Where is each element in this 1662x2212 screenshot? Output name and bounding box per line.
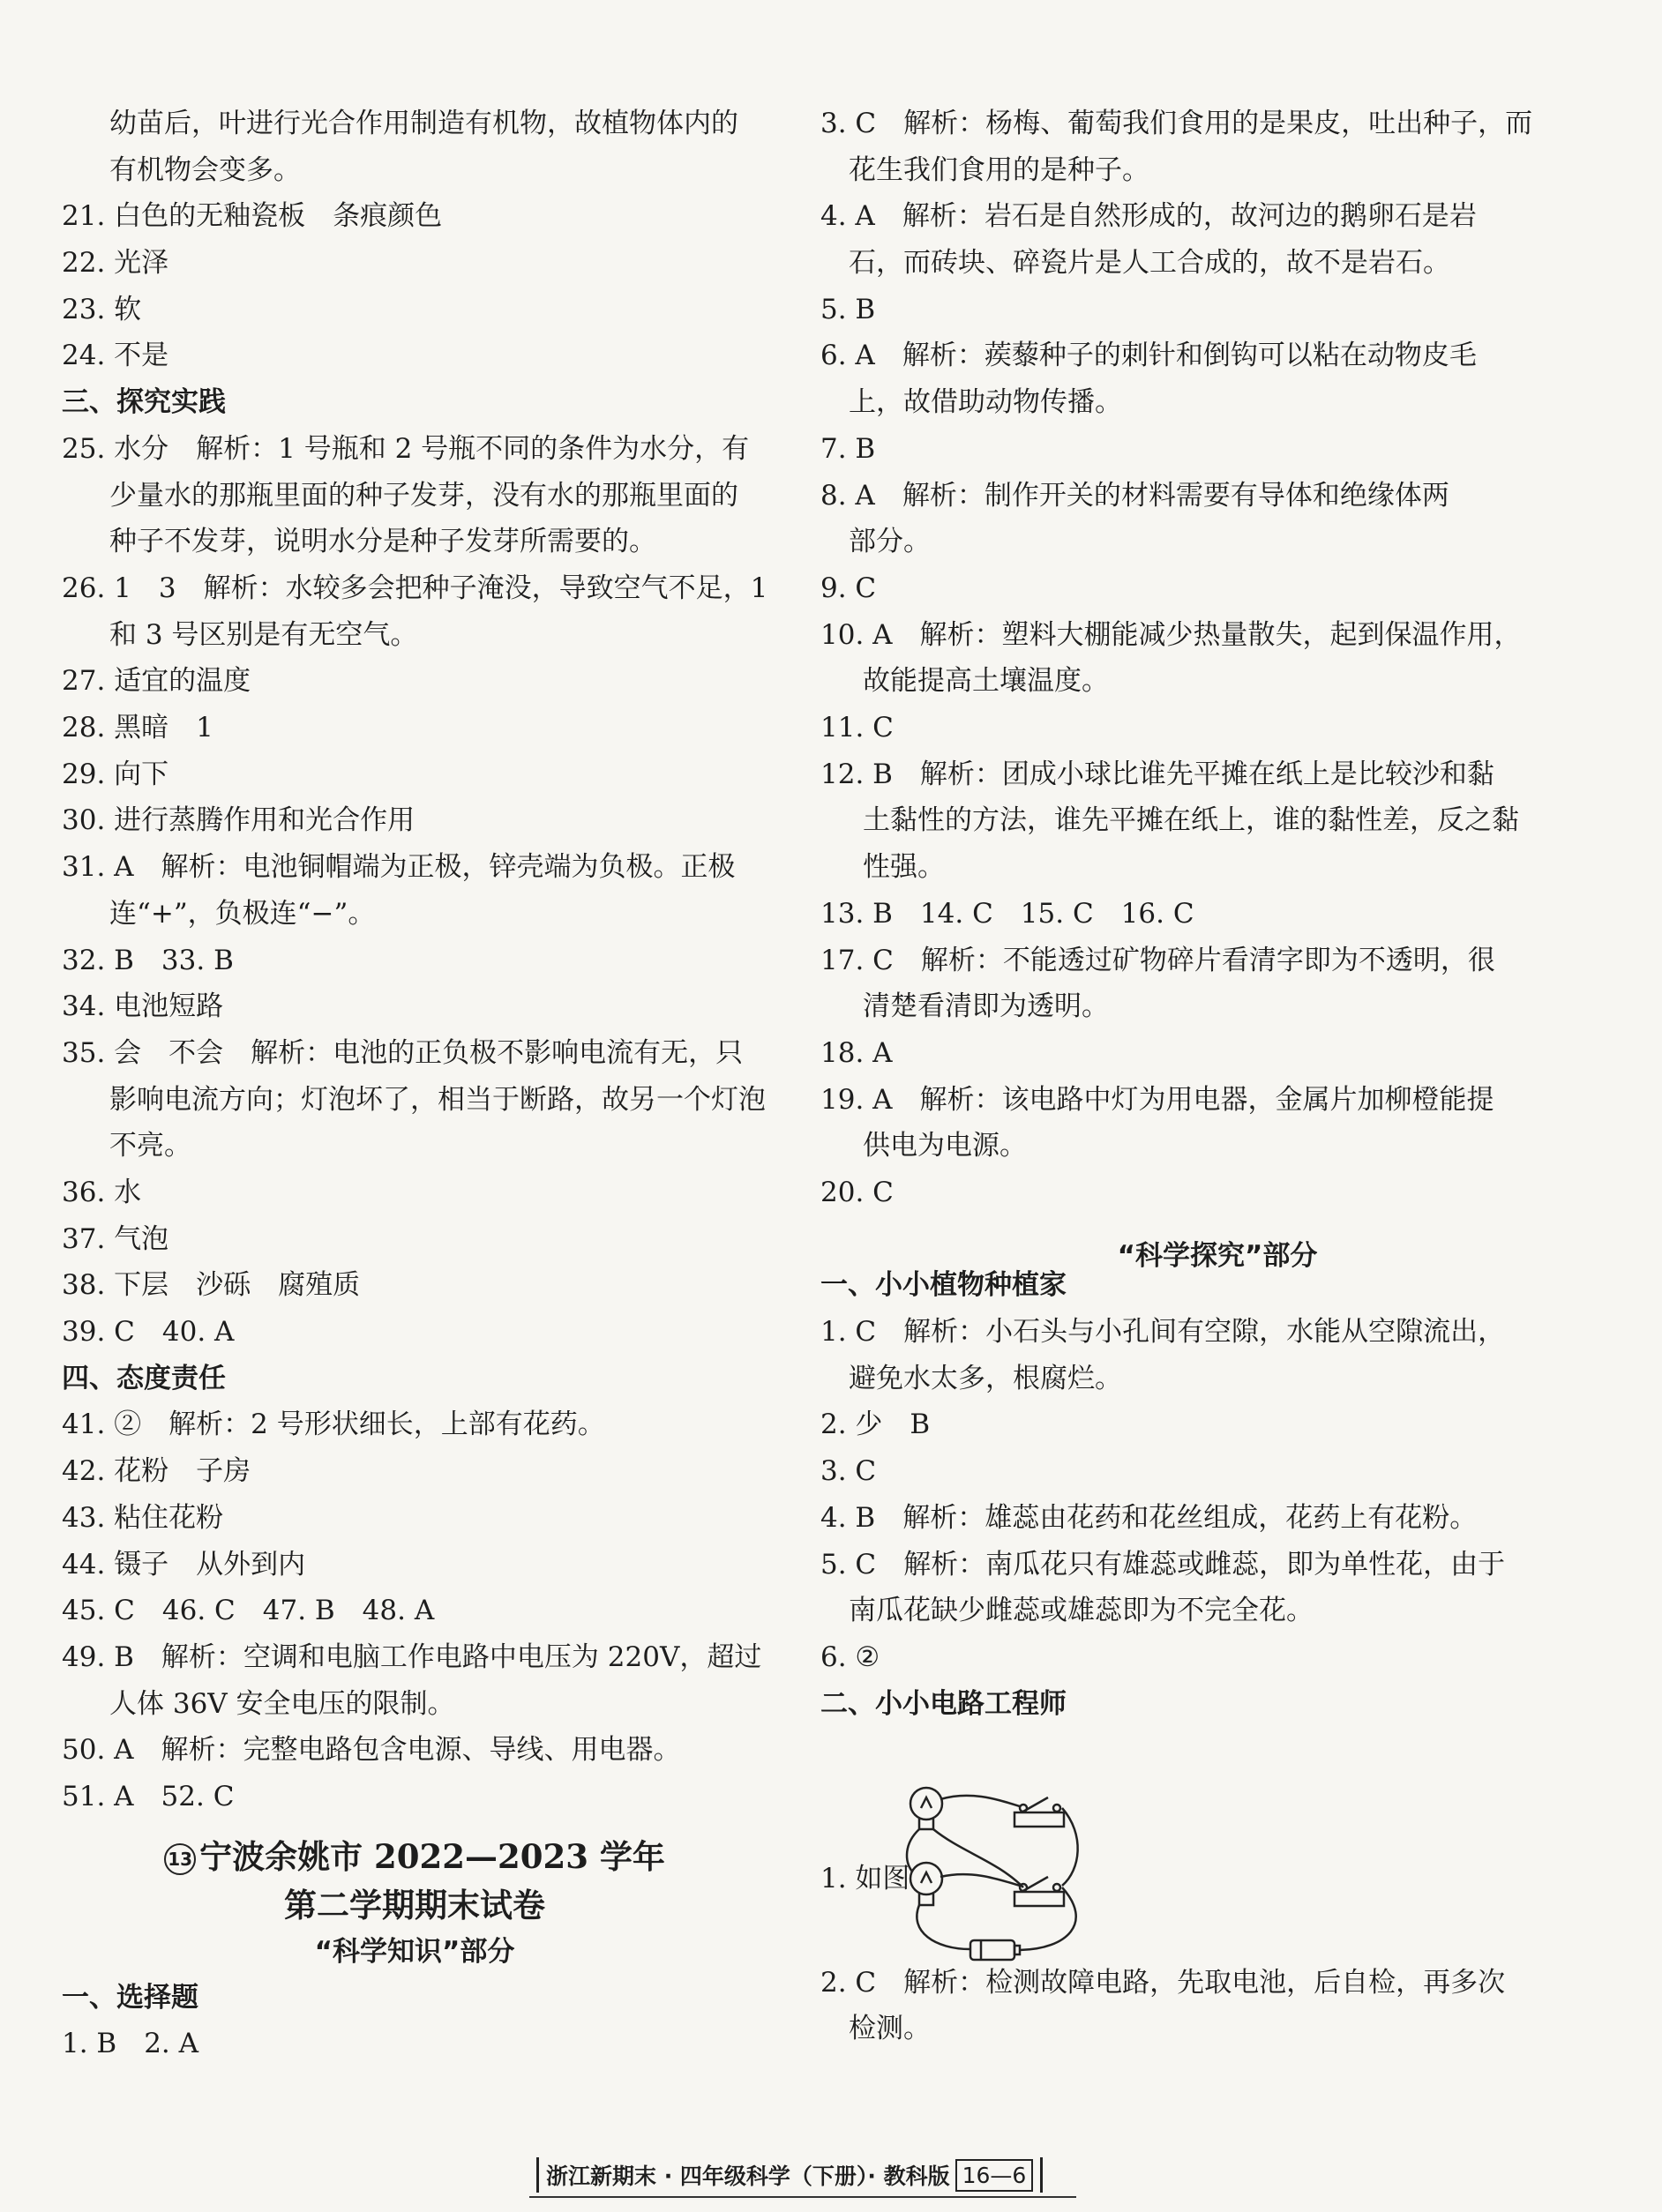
answer-line: 38. 下层 沙砾 腐殖质 (62, 1269, 361, 1301)
answer-line: 10. A 解析：塑料大棚能减少热量散失，起到保温作用， (820, 619, 1522, 651)
answer-line: 49. B 解析：空调和电脑工作电路中电压为 220V，超过 (62, 1641, 762, 1673)
answer-line: 3. C 解析：杨梅、葡萄我们食用的是果皮，吐出种子，而 (820, 108, 1533, 139)
answer-line: 12. B 解析：团成小球比谁先平摊在纸上是比较沙和黏 (820, 759, 1494, 790)
answer-line: 5. C 解析：南瓜花只有雄蕊或雌蕊，即为单性花，由于 (820, 1549, 1506, 1581)
answer-line: 影响电流方向；灯泡坏了，相当于断路，故另一个灯泡 (109, 1084, 766, 1116)
page-number: 16—6 (955, 2159, 1034, 2192)
answer-line: 2. 少 B (820, 1409, 931, 1440)
answer-line: 6. ② (820, 1641, 880, 1673)
figure-label: 1. 如图 (820, 1863, 910, 1894)
answer-line: 南瓜花缺少雌蕊或雄蕊即为不完全花。 (849, 1595, 1314, 1626)
answer-line: 19. A 解析：该电路中灯为用电器，金属片加柳橙能提 (820, 1084, 1494, 1116)
answer-line: 5. B (820, 294, 876, 325)
answer-line: 1. C 解析：小石头与小孔间有空隙，水能从空隙流出， (820, 1316, 1506, 1348)
answer-line: 17. C 解析：不能透过矿物碎片看清字即为不透明，很 (820, 945, 1495, 976)
answer-line: 部分。 (849, 526, 931, 557)
answer-line: 30. 进行蒸腾作用和光合作用 (62, 804, 416, 836)
answer-line: 35. 会 不会 解析：电池的正负极不影响电流有无，只 (62, 1037, 744, 1069)
battery-icon (970, 1940, 1014, 1960)
exam-title-line1 (150, 1839, 679, 1874)
page-footer (529, 2155, 1076, 2195)
bulb-icon (910, 1863, 942, 1894)
answer-line: 少量水的那瓶里面的种子发芽，没有水的那瓶里面的 (109, 480, 738, 512)
answer-line: 7. B (820, 433, 876, 465)
answer-line: 25. 水分 解析：1 号瓶和 2 号瓶不同的条件为水分，有 (62, 433, 750, 465)
answer-line: 43. 粘住花粉 (62, 1502, 224, 1534)
answer-line: 32. B 33. B (62, 945, 234, 976)
exam-number-badge: 13 (164, 1843, 196, 1875)
answer-line: 性强。 (863, 851, 945, 883)
section-heading: 四、态度责任 (62, 1363, 226, 1394)
answer-line: 45. C 46. C 47. B 48. A (62, 1595, 435, 1626)
footer-book-title: 浙江新期末 · 四年级科学（下册）· 教科版 (546, 2163, 950, 2189)
answer-line: 6. A 解析：蒺藜种子的刺针和倒钩可以粘在动物皮毛 (820, 340, 1477, 371)
answer-line: 故能提高土壤温度。 (863, 665, 1109, 697)
footer-rule (529, 2196, 1076, 2198)
answer-line: 13. B 14. C 15. C 16. C (820, 898, 1194, 930)
answer-line: 22. 光泽 (62, 247, 169, 279)
answer-line: 连“+”，负极连“−”。 (109, 898, 376, 930)
answer-line: 1. B 2. A (62, 2028, 199, 2059)
answer-line: 29. 向下 (62, 759, 169, 790)
answer-line: 3. C (820, 1455, 877, 1487)
answer-line: 和 3 号区别是有无空气。 (109, 619, 418, 651)
answer-line: 44. 镊子 从外到内 (62, 1549, 306, 1581)
answer-line: 50. A 解析：完整电路包含电源、导线、用电器。 (62, 1734, 681, 1766)
answer-line: 34. 电池短路 (62, 990, 224, 1022)
exam-title-line2: 第二学期期末试卷 (284, 1886, 545, 1924)
answer-line: 31. A 解析：电池铜帽端为正极，锌壳端为负极。正极 (62, 851, 736, 883)
section-title-inquiry: “科学探究”部分 (1117, 1240, 1318, 1272)
answer-line: 清楚看清即为透明。 (863, 990, 1109, 1022)
exam-title-text: 宁波余姚市 2022—2023 学年 (199, 1837, 665, 1876)
answer-line: 石，而砖块、碎瓷片是人工合成的，故不是岩石。 (849, 247, 1450, 279)
answer-line: 20. C (820, 1177, 894, 1208)
answer-line: 37. 气泡 (62, 1223, 169, 1255)
answer-line: 2. C 解析：检测故障电路，先取电池，后自检，再多次 (820, 1967, 1506, 1999)
section-heading: 二、小小电路工程师 (820, 1688, 1067, 1720)
answer-line: 18. A (820, 1037, 893, 1069)
answer-line: 11. C (820, 712, 894, 744)
answer-line: 51. A 52. C (62, 1781, 235, 1812)
circuit-diagram (900, 1773, 1103, 1967)
answer-line: 土黏性的方法，谁先平摊在纸上，谁的黏性差，反之黏 (863, 804, 1519, 836)
answer-line: 人体 36V 安全电压的限制。 (109, 1688, 455, 1720)
answer-line: 不亮。 (109, 1130, 191, 1162)
answer-line: 36. 水 (62, 1177, 142, 1208)
answer-line: 避免水太多，根腐烂。 (849, 1363, 1122, 1394)
answer-line: 27. 适宜的温度 (62, 665, 251, 697)
answer-line: 4. B 解析：雄蕊由花药和花丝组成，花药上有花粉。 (820, 1502, 1478, 1534)
answer-line: 花生我们食用的是种子。 (849, 154, 1149, 186)
answer-line: 26. 1 3 解析：水较多会把种子淹没，导致空气不足，1 (62, 572, 768, 604)
answer-line: 24. 不是 (62, 340, 169, 371)
section-heading: 一、小小植物种植家 (820, 1269, 1067, 1301)
answer-line: 23. 软 (62, 294, 142, 325)
answer-line: 41. ② 解析：2 号形状细长，上部有花药。 (62, 1409, 605, 1440)
answer-line: 28. 黑暗 1 (62, 712, 213, 744)
answer-line: 种子不发芽，说明水分是种子发芽所需要的。 (109, 526, 656, 557)
answer-line: 有机物会变多。 (109, 154, 301, 186)
answer-line: 21. 白色的无釉瓷板 条痕颜色 (62, 200, 443, 232)
section-title-knowledge: “科学知识”部分 (314, 1936, 515, 1968)
section-heading: 三、探究实践 (62, 386, 226, 418)
answer-line: 8. A 解析：制作开关的材料需要有导体和绝缘体两 (820, 480, 1449, 512)
answer-line: 供电为电源。 (863, 1130, 1027, 1162)
answer-line: 9. C (820, 572, 877, 604)
answer-line: 4. A 解析：岩石是自然形成的，故河边的鹅卵石是岩 (820, 200, 1477, 232)
answer-line: 42. 花粉 子房 (62, 1455, 251, 1487)
answer-line: 上，故借助动物传播。 (849, 386, 1122, 418)
answer-line: 39. C 40. A (62, 1316, 235, 1348)
bulb-icon (910, 1788, 942, 1820)
answer-line: 检测。 (849, 2013, 931, 2044)
answer-line: 幼苗后，叶进行光合作用制造有机物，故植物体内的 (109, 108, 738, 139)
section-heading-choice: 一、选择题 (62, 1982, 198, 2014)
